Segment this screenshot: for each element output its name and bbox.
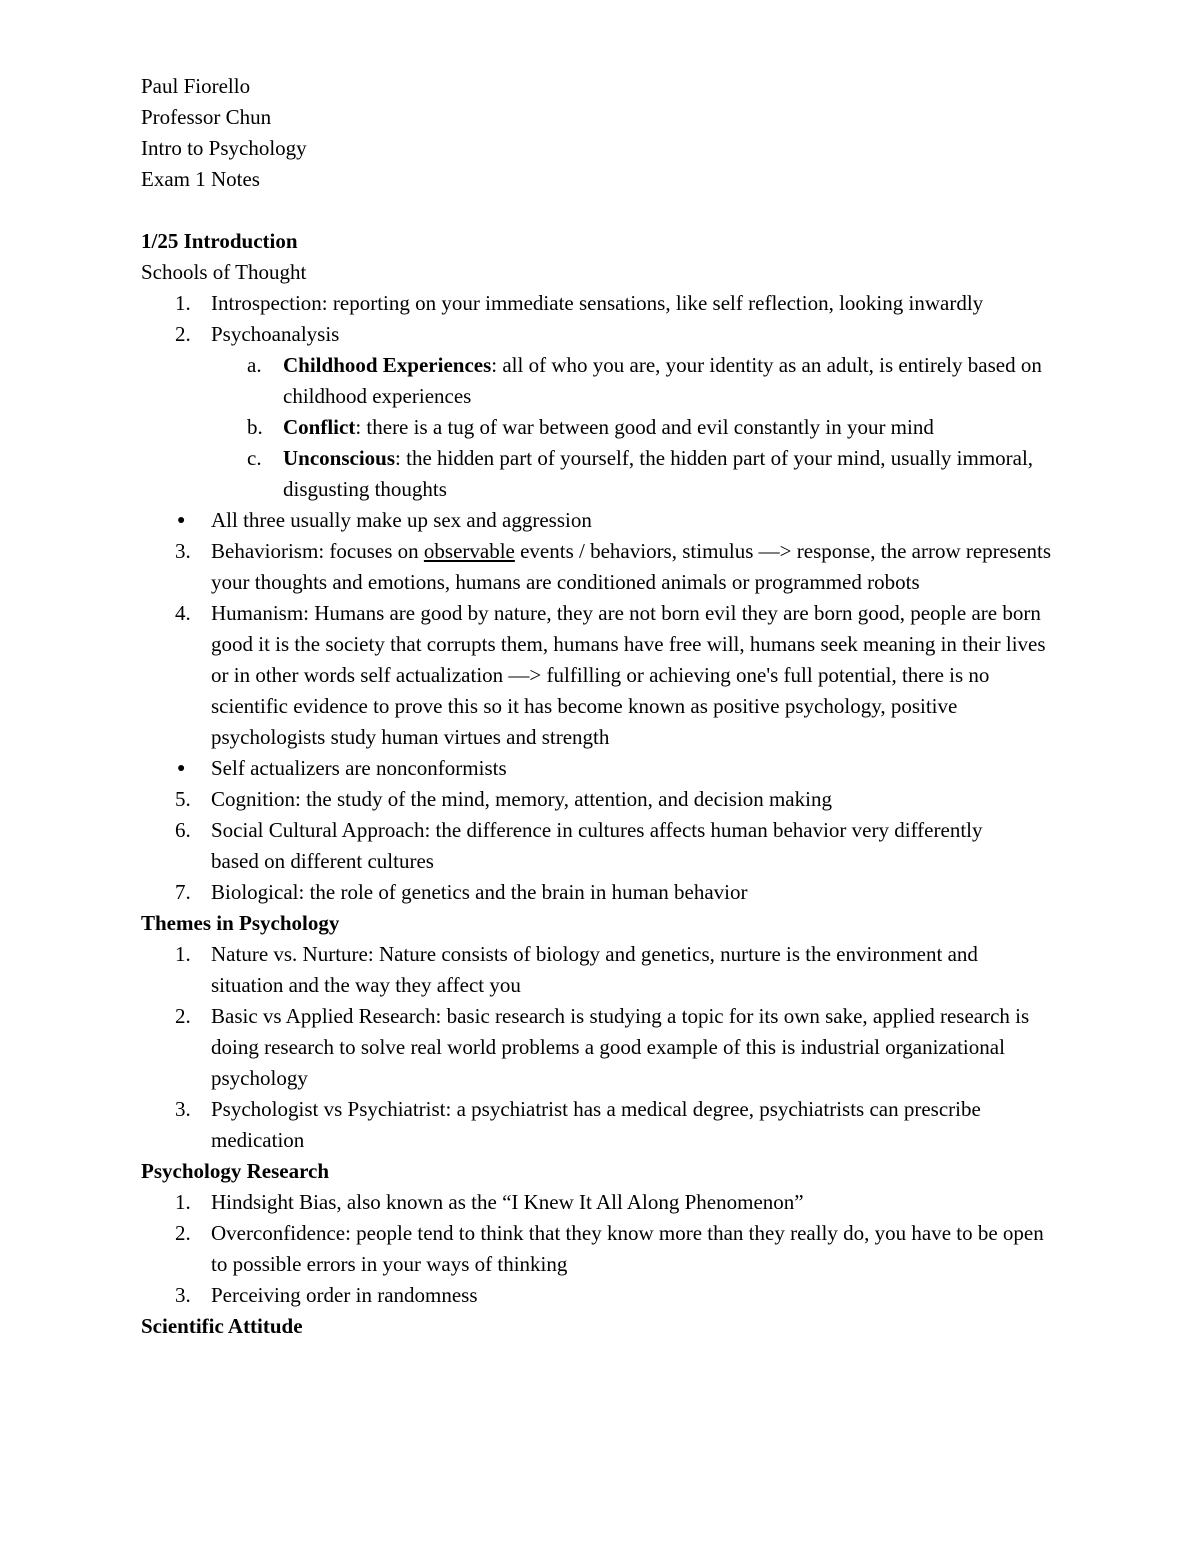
list-item-text: Introspection: reporting on your immediate sensations, like self reflection, looking inwardly: [211, 291, 984, 315]
list-marker: 5.: [175, 787, 191, 811]
list-item-text: Nature vs. Nurture: Nature consists of biology and genetics, nurture is the environment and situation and the way they affect you: [211, 942, 978, 997]
term-definition: : there is a tug of war between good and evil constantly in your mind: [355, 415, 934, 439]
list-item-hindsight-bias: [141, 1187, 1071, 1218]
list-item-basic-applied: [141, 1001, 1071, 1094]
list-marker: 3.: [175, 1283, 191, 1307]
author-name: Paul Fiorello: [141, 74, 251, 98]
sublist-marker: b.: [247, 415, 263, 439]
list-item-randomness: [141, 1280, 1071, 1311]
list-item-text: Social Cultural Approach: the difference in cultures affects human behavior very differently based on different cultures: [211, 818, 983, 873]
list-item-behaviorism: [141, 536, 1071, 598]
document-title: Exam 1 Notes: [141, 167, 260, 191]
sublist-marker: a.: [247, 353, 262, 377]
list-marker: 7.: [175, 880, 191, 904]
term-definition: : all of who you are, your identity as an adult, is entirely based on childhood experiences: [283, 353, 1042, 408]
sublist-item-conflict: [141, 412, 1071, 443]
sublist-item-childhood: [141, 350, 1071, 412]
list-item-text: Hindsight Bias, also known as the “I Knew It All Along Phenomenon”: [211, 1190, 804, 1214]
term-unconscious: Unconscious: [283, 446, 396, 470]
list-item-text: Psychoanalysis: [211, 322, 340, 346]
list-item-introspection: [141, 288, 1071, 319]
sublist-marker: c.: [247, 446, 262, 470]
list-item-text: Overconfidence: people tend to think that they know more than they really do, you have to be open to possible errors in your ways of thinking: [211, 1221, 1044, 1276]
underlined-word: observable: [423, 539, 515, 563]
list-item-text: Basic vs Applied Research: basic research is studying a topic for its own sake, applied research is doing research to solve real world problems a good example of this is industrial organizational psychology: [211, 1004, 1030, 1090]
list-item-nature-nurture: [141, 939, 1071, 1001]
list-marker: 2.: [175, 322, 191, 346]
list-item-psychologist-psychiatrist: [141, 1094, 1071, 1156]
term-conflict: Conflict: [283, 415, 356, 439]
list-item-text: Behaviorism: focuses on observable events / behaviors, stimulus —> response, the arrow represents your thoughts and emotions, humans are conditioned animals or programmed robots: [211, 539, 1051, 594]
term-definition: : the hidden part of yourself, the hidden part of your mind, usually immoral, disgusting thoughts: [283, 446, 1034, 501]
list-marker: 3.: [175, 539, 191, 563]
list-marker: 4.: [175, 601, 191, 625]
list-item-cognition: [141, 784, 1071, 815]
list-item-text: Biological: the role of genetics and the brain in human behavior: [211, 880, 748, 904]
document-body: [141, 71, 1071, 1342]
list-item-overconfidence: [141, 1218, 1071, 1280]
professor-name: Professor Chun: [141, 105, 272, 129]
bullet-icon: ●: [177, 513, 186, 528]
list-item-text: Psychologist vs Psychiatrist: a psychiatrist has a medical degree, psychiatrists can prescribe medication: [211, 1097, 981, 1152]
list-item-biological: [141, 877, 1071, 908]
list-marker: 2.: [175, 1004, 191, 1028]
section-subheading-schools: Schools of Thought: [141, 260, 307, 284]
list-item-text: Self actualizers are nonconformists: [211, 756, 507, 780]
sublist-item-text: [283, 350, 1058, 412]
list-marker: 3.: [175, 1097, 191, 1121]
section-heading-themes: Themes in Psychology: [141, 911, 340, 935]
list-item-social-cultural: [141, 815, 1071, 877]
bullet-item-sex-aggression: [141, 505, 1071, 536]
list-item-text: Perceiving order in randomness: [211, 1283, 478, 1307]
list-item-text: Cognition: the study of the mind, memory, attention, and decision making: [211, 787, 832, 811]
section-heading-scientific-attitude: Scientific Attitude: [141, 1314, 303, 1338]
list-marker: 6.: [175, 818, 191, 842]
list-item-text: All three usually make up sex and aggression: [211, 508, 592, 532]
list-item-text: Humanism: Humans are good by nature, they are not born evil they are born good, people are born good it is the society that corrupts them, humans have free will, humans seek meaning in their lives or in other words self actualization —> fulfilling or achieving one's full potential, there is no scientific evidence to prove this so it has become known as positive psychology, positive psychologists study human virtues and strength: [211, 601, 1046, 749]
section-heading-research: Psychology Research: [141, 1159, 330, 1183]
bullet-item-nonconformists: [141, 753, 1071, 784]
spacer: [141, 195, 1071, 226]
course-name: Intro to Psychology: [141, 136, 307, 160]
list-marker: 2.: [175, 1221, 191, 1245]
list-marker: 1.: [175, 942, 191, 966]
bullet-icon: ●: [177, 761, 186, 776]
sublist-item-text: [283, 412, 1058, 443]
list-item-humanism: [141, 598, 1071, 753]
list-marker: 1.: [175, 1190, 191, 1214]
list-item-psychoanalysis: [141, 319, 1071, 350]
list-marker: 1.: [175, 291, 191, 315]
sublist-item-text: [283, 443, 1063, 505]
sublist-item-unconscious: [141, 443, 1071, 505]
term-childhood-experiences: Childhood Experiences: [283, 353, 492, 377]
section-heading-introduction: 1/25 Introduction: [141, 229, 298, 253]
